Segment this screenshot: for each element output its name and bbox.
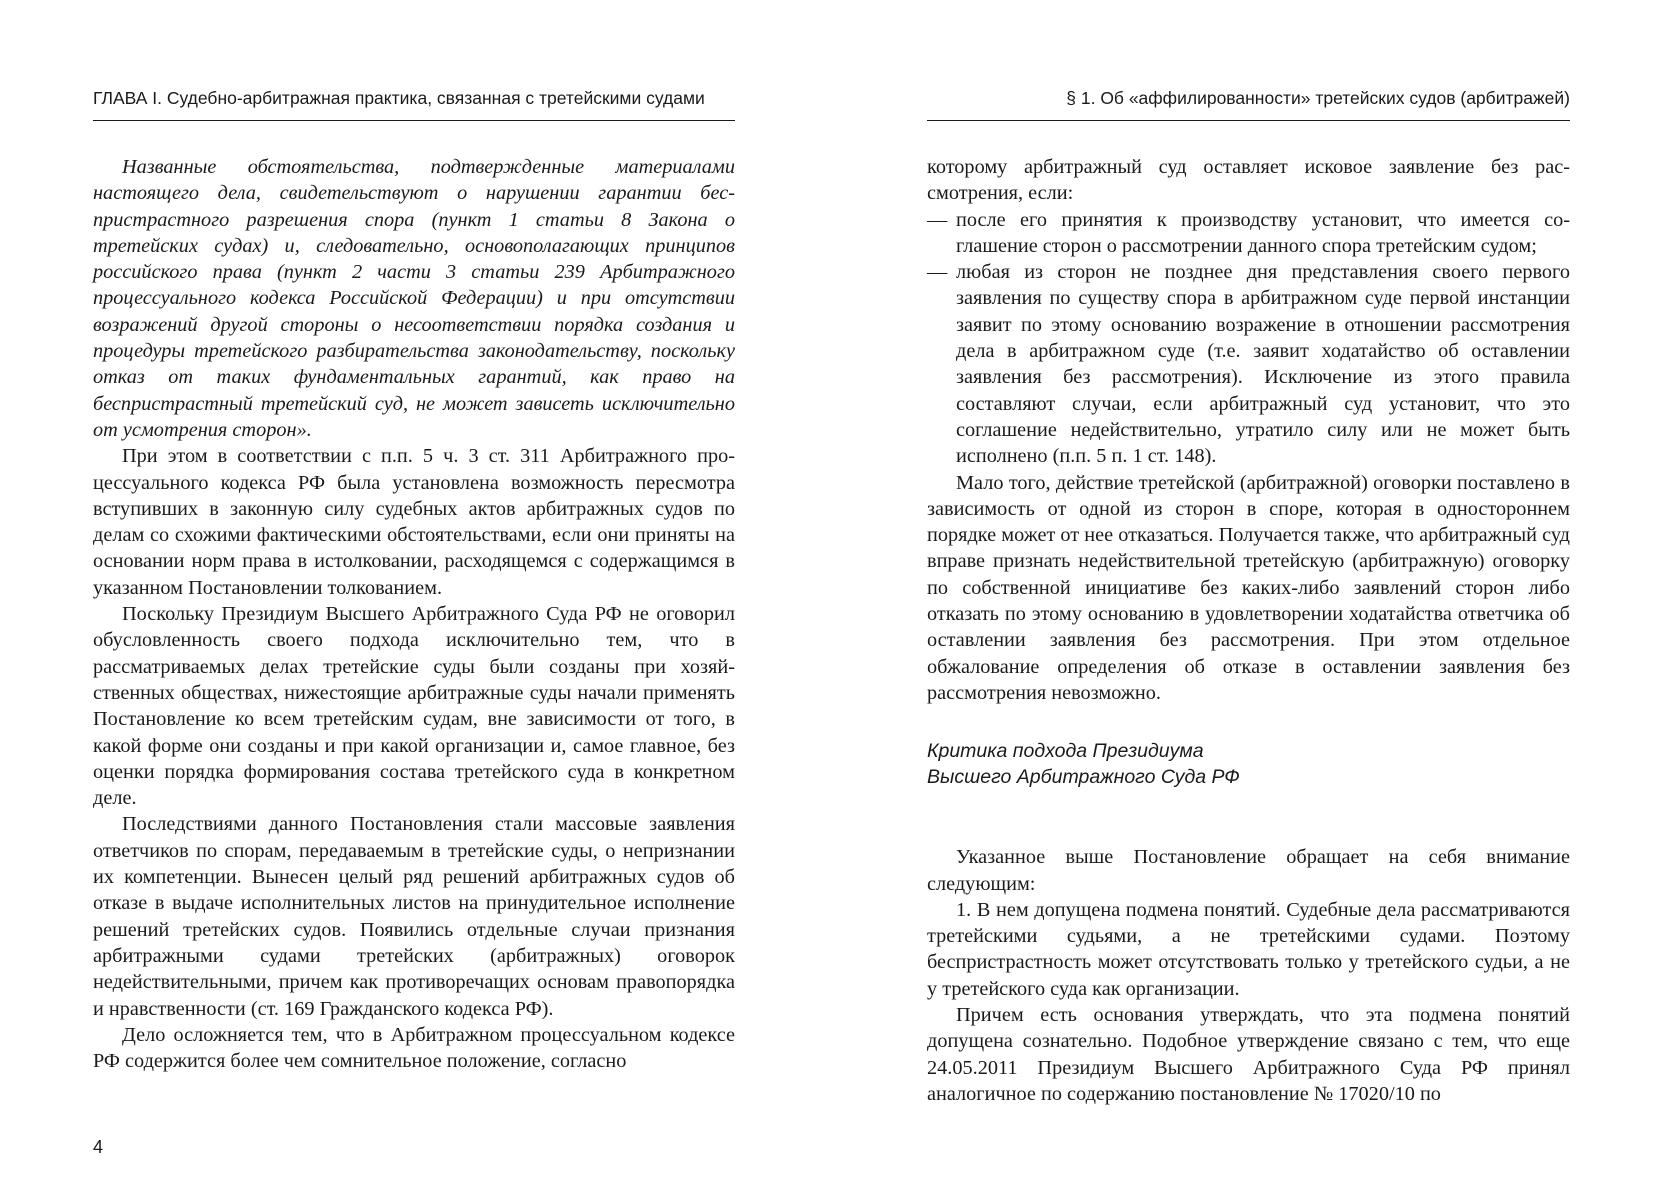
right-running-head: § 1. Об «аффилированности» третейских судов (арбитражей) [927, 86, 1570, 121]
list-item-text: любая из сторон не позднее дня представления своего первого заявления по существу спора в арбитражном суде первой инстанции заявит по этому основанию возражение в отношении рассмотрения дела в арбитражном суде (т.е. заявит ходатайство об оставлении заявления без рассмотрения). Исключение из этого правила составляют случаи, если арбитражный суд установит, что это соглашение недействительно, утратило силу или не может быть исполнено (п.п. 5 п. 1 ст. 148). [956, 261, 1570, 468]
left-page [93, 0, 735, 1199]
paragraph: Последствиями данного Постановления стали массовые заявления ответчиков по спорам, передаваемым в третейские суды, о непризнании их компетенции. Вынесен целый ряд решений арбитражных судов об отказе в выдаче исполнительных листов на принудительное исполнение решений третейских судов. Появились отдельные случаи признания арбитражными судами третейских (арбитражных) оговорок недействительными, причем как противоречащих основам правопорядка и нравственности (ст. 169 Гражданского кодекса РФ). [93, 813, 735, 1020]
paragraph: Дело осложняется тем, что в Арбитражном процессуальном кодексе РФ содержится более чем сомнительное положение, согласно [93, 1023, 735, 1073]
paragraph: Причем есть основания утверждать, что эта подмена понятий допущена сознательно. Подобное утверждение связано с тем, что еще 24.05.2011 Президиум Высшего Арбитражного Суда РФ принял аналогичное по содержанию постановление № 17020/10 по [927, 1004, 1570, 1105]
section-heading-line: Высшего Арбитражного Суда РФ [927, 766, 1240, 789]
continued-paragraph: которому арбитражный суд оставляет исковое заявление без рассмотрения, если: [927, 156, 1570, 205]
list-dash: — [927, 208, 948, 231]
list-dash: — [927, 261, 948, 284]
list-item [927, 259, 1570, 469]
section-heading-line: Критика подхода Президиума [927, 740, 1204, 763]
right-page [927, 0, 1570, 1199]
paragraph: Поскольку Президиум Высшего Арбитражного Суда РФ не оговорил обусловленность своего подхода исключительно тем, что в рассматриваемых делах третейские суды были созданы при хозяйственных обществах, нижестоящие арбитражные суды начали применять Постановление ко всем третейским судам, вне зависимости от того, в какой форме они созданы и при какой организации и, самое главное, без оценки порядка формирования состава третейского суда в конкретном деле. [93, 603, 735, 810]
paragraph: Указанное выше Постановление обращает на себя внимание следующим: [927, 846, 1570, 895]
list-item-text: после его принятия к производству установит, что имеется соглашение сторон о рассмотрении данного спора третейским судом; [956, 208, 1570, 257]
paragraph: 1. В нем допущена подмена понятий. Судебные дела рассматриваются третейскими судьями, а не третейскими судами. Поэтому беспристрастность может отсутствовать только у третейского судьи, а не у третейского суда как организации. [927, 898, 1570, 1000]
left-running-head: ГЛАВА I. Судебно-арбитражная практика, связанная с третейскими судами [93, 86, 735, 121]
quoted-paragraph: Названные обстоятельства, подтвержденные материалами настоящего дела, свидетельствуют о нарушении гарантии беспристрастного разрешения спора (пункт 1 статьи 8 Закона о третейских судах) и, следовательно, основополагающих принципов российского права (пункт 2 части 3 статьи 239 Арбитражного процессуального кодекса Российской Федерации) и при отсутствии возражений другой стороны о несоответствии порядка создания и процедуры третейского разбирательства законодательству, поскольку отказ от таких фундаментальных гарантий, как право на беспристрастный третейский суд, не может зависеть исключительно от усмотрения сторон». [93, 156, 735, 441]
page-number: 4 [93, 1137, 104, 1157]
section-heading [927, 738, 1570, 790]
right-page-body [927, 154, 1570, 1107]
paragraph: Мало того, действие третейской (арбитражной) оговорки поставлено в зависимость от одной из сторон в споре, которая в одностороннем порядке может от нее отказаться. Получается также, что арбитражный суд вправе признать недействительной третейскую (арбитражную) оговорку по собственной инициативе без каких-либо заявлений сторон либо отказать по этому основанию в удовлетворении ходатайства ответчика об оставлении заявления без рассмотрения. При этом отдельное обжалование определения об отказе в оставлении заявления без рассмотрения невозможно. [927, 471, 1570, 704]
list-item [927, 207, 1570, 260]
left-page-body [93, 154, 735, 1074]
paragraph: При этом в соответствии с п.п. 5 ч. 3 ст. 311 Арбитражного процессуального кодекса РФ была установлена возможность пересмотра вступивших в законную силу судебных актов арбитражных судов по делам со схожими фактическими обстоятельствами, если они приняты на основании норм права в истолковании, расходящемся с содержащимся в указанном Постановлении толкованием. [93, 445, 735, 599]
